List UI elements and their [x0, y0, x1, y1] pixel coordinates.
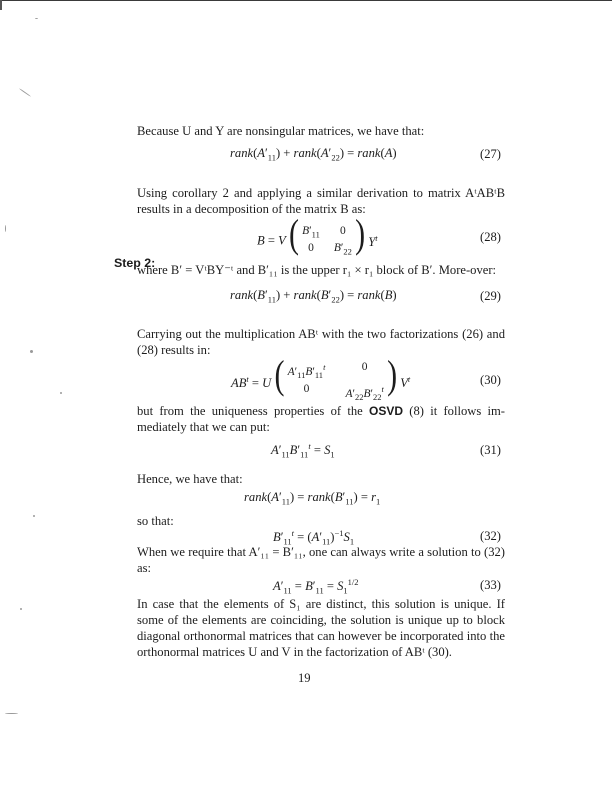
paragraph-corollary-text: Using corollary 2 and applying a similar derivation to matrix AᵗABᵗB results in a decomposition of the matrix B as: [137, 186, 505, 216]
osvd-term: OSVD [368, 404, 403, 418]
scan-speck [33, 515, 35, 517]
equation-29-number: (29) [480, 289, 501, 303]
matrix-b-block: $B'_{11}$ 0 0 $B'_{22}$ [302, 224, 352, 257]
equation-28: B = V ( $B'_{11}$ 0 0 $B'_{22}$ ) $Y^t$ [257, 212, 378, 257]
equation-31-number: (31) [480, 443, 501, 457]
paragraph-so-that [137, 513, 174, 529]
paragraph-so-that-text: so that: [137, 514, 174, 528]
intro-sentence [137, 123, 424, 139]
paragraph-uniqueness [137, 403, 505, 435]
equation-31: $A'_{11}B'_{11}^t = S_1$ [271, 441, 335, 460]
equation-27-number: (27) [480, 147, 501, 161]
paragraph-hence-text: Hence, we have that: [137, 472, 243, 486]
scan-top-edge [0, 0, 612, 1]
paragraph-multiplication-text: Carrying out the multiplication ABᵗ with the two factorizations (26) and (28) results in: [137, 327, 505, 357]
page-number: 19 [298, 671, 311, 685]
paragraph-require [137, 544, 505, 576]
scan-speck [35, 18, 38, 19]
paragraph-uniqueness-text-before: but from the uniqueness properties of the [137, 404, 363, 418]
paragraph-multiplication [137, 326, 505, 358]
scan-speck [60, 392, 62, 394]
equation-30: $AB^t = U$ ( $A'_{11}B'_{11}^t$ 0 0 $A'_{22}B'_{22}^t$ ) $V^t$ [231, 353, 411, 403]
equation-29: $rank(B'_{11})$ + $rank(B'_{22})$ = rank(B) [230, 288, 397, 305]
scan-speck [5, 225, 6, 232]
scan-speck [20, 608, 22, 610]
equation-32: $B'_{11}^t = (A'_{11})^{-1}S_1$ [273, 528, 355, 547]
scan-speck [5, 713, 18, 714]
intro-text: Because U and Y are nonsingular matrices, we have that: [137, 124, 425, 138]
paragraph-corollary [137, 185, 505, 217]
paragraph-where [137, 262, 505, 278]
paragraph-hence [137, 471, 243, 487]
paragraph-distinct [137, 596, 505, 660]
equation-32-number: (32) [480, 529, 501, 543]
equation-28-number: (28) [480, 230, 501, 244]
step-2-heading: Step 2: [114, 256, 156, 270]
equation-27: $rank(A'_{11})$ + $rank(A'_{22})$ = rank(A) [230, 146, 397, 163]
paragraph-require-text: When we require that A′₁₁ = B′₁₁, one can always write a solution to (32) as: [137, 545, 505, 575]
scan-speck [19, 88, 31, 97]
paragraph-where-text: where B′ = VᵗBY⁻ᵗ and B′₁₁ is the upper r₁ × r₁ block of B′. More-over: [137, 263, 497, 277]
scan-corner-mark [0, 0, 2, 10]
paragraph-distinct-text: In case that the elements of S₁ are distinct, this solution is unique. If some of the elements are coinciding, the solution is unique up to block diagonal orthonormal matrices that can however be incorporated into the orthonormal matrices U and V in the factorization of ABᵗ (30). [137, 597, 505, 659]
matrix-abt-block: $A'_{11}B'_{11}^t$ 0 0 $A'_{22}B'_{22}^t$ [287, 361, 384, 403]
equation-33-number: (33) [480, 578, 501, 592]
paragraph-uniqueness-text-after: (8) it follows im-mediately that we can put: [137, 404, 505, 434]
scan-speck [30, 350, 33, 353]
equation-30-number: (30) [480, 373, 501, 387]
equation-rank-r1: $rank(A'_{11})$ = $rank(B'_{11}) = r_1$ [244, 490, 381, 507]
equation-33: $A'_{11} = B'_{11} = S_1^{1/2}$ [273, 577, 359, 596]
